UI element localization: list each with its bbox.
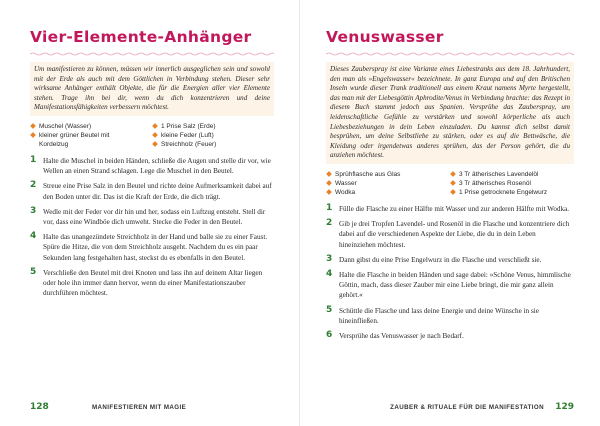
step-text: Verschließe den Beutel mit drei Knoten und lass ihn auf deinem Altar liegen oder hole ihn immer dann hervor, wenn du einer Manifestationszauber durchführen möchtest. — [43, 268, 263, 298]
left-ingredients-col2 — [152, 122, 274, 149]
right-intro-text: Dieses Zauberspray ist eine Variante eines Liebestranks aus dem 18. Jahrhundert, den man als »Engelswasser« bezeichnete. In ganz Europa und auf den Britischen Inseln wurde dieser Trank traditionell aus einem Kraut namens Myrte hergestellt, das man mit der Liebesgöttin Aphrodite/Venus in Verbindung brachte: das Rezept in diesem Buch stammt jedoch aus Spanien. Versprühe das Zauberspray, um leidenschaftliche Gefühle zu verstärken und sowohl körperliche als auch Liebesbeziehungen in dein Leben einzuladen. Du kannst dich selbst damit besprühen, um deine Selbstliebe zu stärken, oder es auf die Bettwäsche, die Kleidung oder irgendetwas anderes sprühen, das der Person gehört, die du anziehen möchtest. — [326, 62, 574, 164]
left-intro-text: Um manifestieren zu können, müssen wir innerlich ausgeglichen sein und sowohl mit der Erde als auch mit dem Göttlichen in Verbindung stehen. Dieser sehr wirksame Anhänger enthält Objekte, die für die Energien aller vier Elemente stehen. Trage ihn bei dir, wenn du dich konzentrieren und deine Manifestationsfähigkeiten verbessern möchtest. — [30, 62, 274, 116]
step-text: Halte die Muschel in beiden Händen, schließe die Augen und stelle dir vor, wie Wellen an einen Strand schlagen. Lege die Muschel in den Beutel. — [43, 156, 271, 176]
diamond-bullet-icon — [450, 189, 456, 195]
right-wave-divider — [326, 52, 574, 56]
step-number: 2 — [30, 180, 37, 191]
ingredient-item: 1 Prise getrocknete Engelwurz — [450, 188, 574, 197]
ingredient-item: kleine Feder (Luft) — [152, 131, 274, 140]
right-ingredients-col1 — [326, 170, 450, 197]
step-number: 4 — [326, 268, 333, 279]
step-number: 5 — [30, 266, 37, 277]
step-number: 4 — [30, 231, 37, 242]
step-number: 2 — [326, 218, 333, 229]
diamond-bullet-icon — [326, 189, 332, 195]
left-page-content — [30, 28, 274, 303]
left-steps-list — [30, 156, 274, 298]
step-item — [30, 207, 274, 227]
ingredient-item-continued: Kordelzug — [39, 140, 69, 148]
step-text: Schüttle die Flasche und lass deine Energie und deine Wünsche in sie hineinfließen. — [339, 306, 539, 325]
diamond-bullet-icon — [450, 171, 456, 177]
right-ingredients — [326, 170, 574, 197]
diamond-bullet-icon — [30, 123, 36, 129]
step-item — [30, 156, 274, 176]
left-ingredients-col1 — [30, 122, 152, 149]
diamond-bullet-icon — [450, 180, 456, 186]
step-text: Wedle mit der Feder vor dir hin und her, sodass ein Luftzug entsteht. Stell dir vor, dass eine Windböe dich umweht. Stecke die Feder in den Beutel. — [43, 207, 266, 226]
diamond-bullet-icon — [152, 123, 158, 129]
step-number: 3 — [30, 205, 37, 216]
step-item — [30, 181, 274, 201]
step-text: Fülle die Flasche zu einer Hälfte mit Wasser und zur anderen Hälfte mit Wodka. — [339, 204, 570, 213]
right-ingredients-col2 — [450, 170, 574, 197]
left-wave-divider — [30, 52, 274, 56]
ingredient-item: Wodka — [326, 188, 450, 197]
step-item — [326, 331, 574, 341]
right-page — [300, 0, 600, 426]
step-number: 5 — [326, 304, 333, 315]
step-number: 3 — [326, 253, 333, 264]
ingredient-item: Muschel (Wasser) — [30, 122, 152, 131]
step-text: Gib je drei Tropfen Lavendel- und Rosenöl in die Flasche und konzentriere dich dabei auf die verschiedenen Aspekte der Liebe, die du in dein Leben hineinziehen möchtest. — [339, 220, 570, 249]
wave-line — [30, 52, 274, 56]
step-item — [326, 306, 574, 326]
diamond-bullet-icon — [30, 132, 36, 138]
ingredient-item: 3 Tr ätherisches Lavendelöl — [450, 170, 574, 179]
diamond-bullet-icon — [326, 180, 332, 186]
step-text: Halte das unangezündete Streichholz in der Hand und balle sie zu einer Faust. Spüre die Hitze, die von dem Streichholz ausgeht. Nachdem du es ein paar Sekunden lang festgehalten hast, steckst du es ebenfalls in den Beutel. — [43, 233, 268, 262]
step-item — [326, 204, 574, 214]
step-text: Halte die Flasche in beiden Händen und sage dabei: »Schöne Venus, himmlische Göttin, mach, dass dieser Zauber mir eine Liebe bringt, die mir ganz allein gehört.« — [339, 270, 571, 300]
step-text: Versprühe das Venuswasser je nach Bedarf. — [339, 331, 464, 340]
diamond-bullet-icon — [152, 132, 158, 138]
ingredient-item: 3 Tr ätherisches Rosenöl — [450, 179, 574, 188]
ingredient-item: Wasser — [326, 179, 450, 188]
step-item — [326, 219, 574, 250]
step-number: 1 — [30, 154, 37, 165]
step-item — [326, 270, 574, 301]
step-item — [30, 268, 274, 299]
diamond-bullet-icon — [152, 141, 158, 147]
right-steps-list — [326, 204, 574, 341]
running-footer: ZAUBER & RITUALE FÜR DIE MANIFESTATION — [390, 404, 544, 411]
step-item — [30, 232, 274, 263]
left-ingredients — [30, 122, 274, 149]
ingredient-item: Sprühflasche aus Glas — [326, 170, 450, 179]
running-footer: MANIFESTIEREN MIT MAGIE — [92, 404, 187, 411]
diamond-bullet-icon — [326, 171, 332, 177]
step-text: Dann gibst du eine Prise Engelwurz in die Flasche und verschließt sie. — [339, 255, 542, 264]
page-number: 128 — [30, 402, 49, 412]
ingredient-item: 1 Prise Salz (Erde) — [152, 122, 274, 131]
step-text: Streue eine Prise Salz in den Beutel und richte deine Aufmerksamkeit dabei auf den Boden unter dir. Das ist die Kraft der Erde, die dich trägt. — [43, 182, 272, 201]
step-item — [326, 255, 574, 265]
ingredient-item: Streichholz (Feuer) — [152, 140, 274, 149]
right-page-content — [326, 28, 574, 346]
step-number: 6 — [326, 329, 333, 340]
page-number: 129 — [555, 402, 574, 412]
wave-line — [326, 52, 574, 56]
left-page-title: Vier-Elemente-Anhänger — [30, 28, 252, 46]
ingredient-item: kleiner grüner Beutel mit — [30, 131, 152, 140]
right-page-title: Venuswasser — [326, 28, 444, 46]
step-number: 1 — [326, 202, 333, 213]
